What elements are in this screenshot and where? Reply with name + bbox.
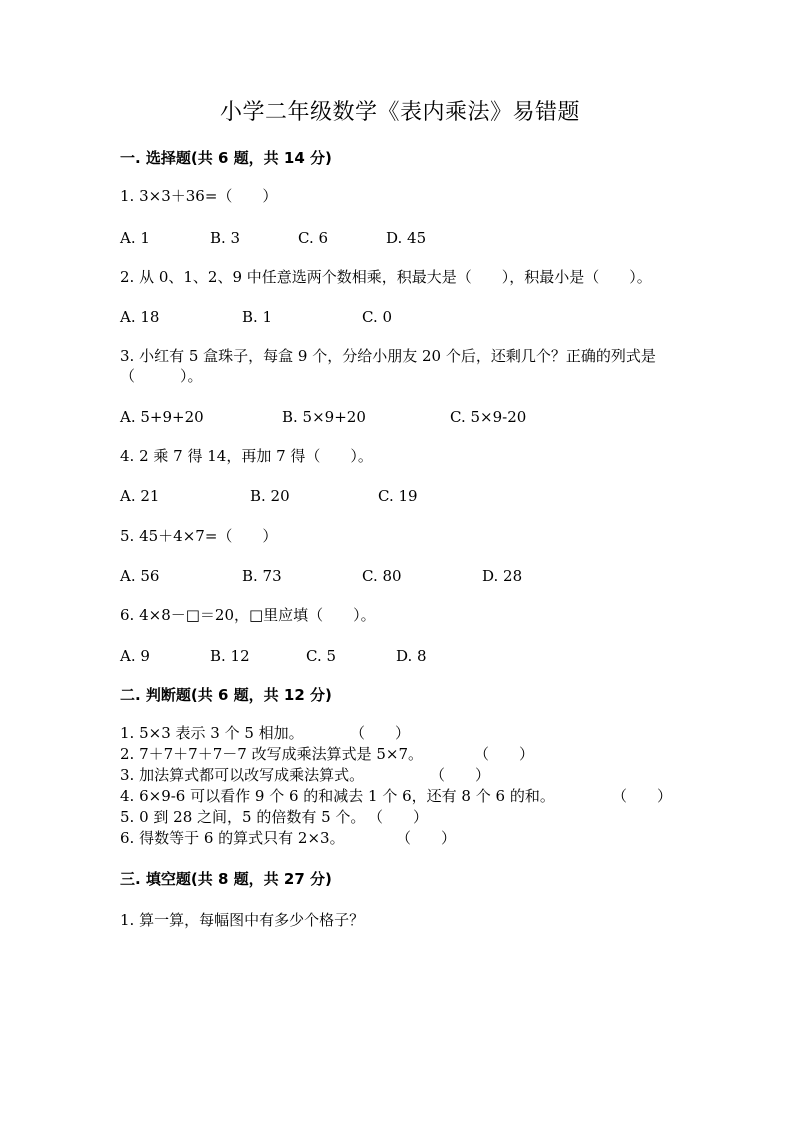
option: A. 1 <box>120 229 150 247</box>
question-text: 2. 从 0、1、2、9 中任意选两个数相乘，积最大是（ ），积最小是（ ）。 <box>120 268 652 286</box>
item-text: 3. 加法算式都可以改写成乘法算式。 <box>120 766 365 784</box>
option: A. 5+9+20 <box>120 408 204 426</box>
options-row <box>120 407 680 427</box>
item-text: 4. 6×9-6 可以看作 9 个 6 的和减去 1 个 6，还有 8 个 6 的和。 <box>120 787 555 805</box>
option: B. 73 <box>242 567 282 585</box>
option: B. 20 <box>250 487 290 505</box>
option: A. 56 <box>120 567 160 585</box>
option: B. 5×9+20 <box>282 408 366 426</box>
option: C. 19 <box>378 487 418 505</box>
judgement-item <box>120 723 304 743</box>
options-row <box>120 486 680 506</box>
options-row <box>120 646 680 666</box>
section-heading-judgement: 二. 判断题(共 6 题，共 12 分) <box>120 686 332 704</box>
option: A. 18 <box>120 308 160 326</box>
judgement-item <box>120 807 365 827</box>
answer-paren: （ ） <box>350 724 411 742</box>
answer-paren: （ ） <box>368 808 429 826</box>
question-text: 3. 小红有 5 盒珠子，每盒 9 个，分给小朋友 20 个后，还剩几个？正确的列式是（ ）。 <box>120 347 656 385</box>
item-text: 2. 7＋7＋7＋7－7 改写成乘法算式是 5×7。 <box>120 745 423 763</box>
option: A. 21 <box>120 487 160 505</box>
options-row <box>120 566 680 586</box>
item-text: 5. 0 到 28 之间，5 的倍数有 5 个。 <box>120 808 366 826</box>
judgement-item <box>120 744 423 764</box>
option: D. 8 <box>396 647 427 665</box>
item-text: 1. 5×3 表示 3 个 5 相加。 <box>120 724 304 742</box>
judgement-item <box>120 828 345 848</box>
answer-paren: （ ） <box>396 829 457 847</box>
judgement-item <box>120 765 364 785</box>
answer-paren: （ ） <box>474 745 535 763</box>
page-title: 小学二年级数学《表内乘法》易错题 <box>219 100 580 125</box>
section-heading-fill-blank: 三. 填空题(共 8 题，共 27 分) <box>120 870 332 888</box>
question-text: 6. 4×8－□＝20，□里应填（ ）。 <box>120 606 376 624</box>
option: A. 9 <box>120 647 150 665</box>
option: D. 28 <box>482 567 523 585</box>
answer-paren: （ ） <box>612 787 673 805</box>
option: C. 5×9-20 <box>450 408 527 426</box>
question-text: 1. 算一算，每幅图中有多少个格子？ <box>120 911 365 929</box>
answer-paren: （ ） <box>430 766 491 784</box>
question-text: 5. 45＋4×7=（ ） <box>120 527 278 545</box>
item-text: 6. 得数等于 6 的算式只有 2×3。 <box>120 829 345 847</box>
option: C. 6 <box>298 229 329 247</box>
option: C. 80 <box>362 567 402 585</box>
question-text: 1. 3×3＋36=（ ） <box>120 187 278 205</box>
option: B. 1 <box>242 308 273 326</box>
judgement-item <box>120 786 555 806</box>
question-text: 4. 2 乘 7 得 14，再加 7 得（ ）。 <box>120 447 373 465</box>
option: C. 0 <box>362 308 393 326</box>
option: C. 5 <box>306 647 337 665</box>
option: B. 12 <box>210 647 250 665</box>
option: B. 3 <box>210 229 241 247</box>
option: D. 45 <box>386 229 427 247</box>
options-row <box>120 228 680 248</box>
options-row <box>120 307 680 327</box>
section-heading-choice: 一. 选择题(共 6 题，共 14 分) <box>120 149 332 167</box>
